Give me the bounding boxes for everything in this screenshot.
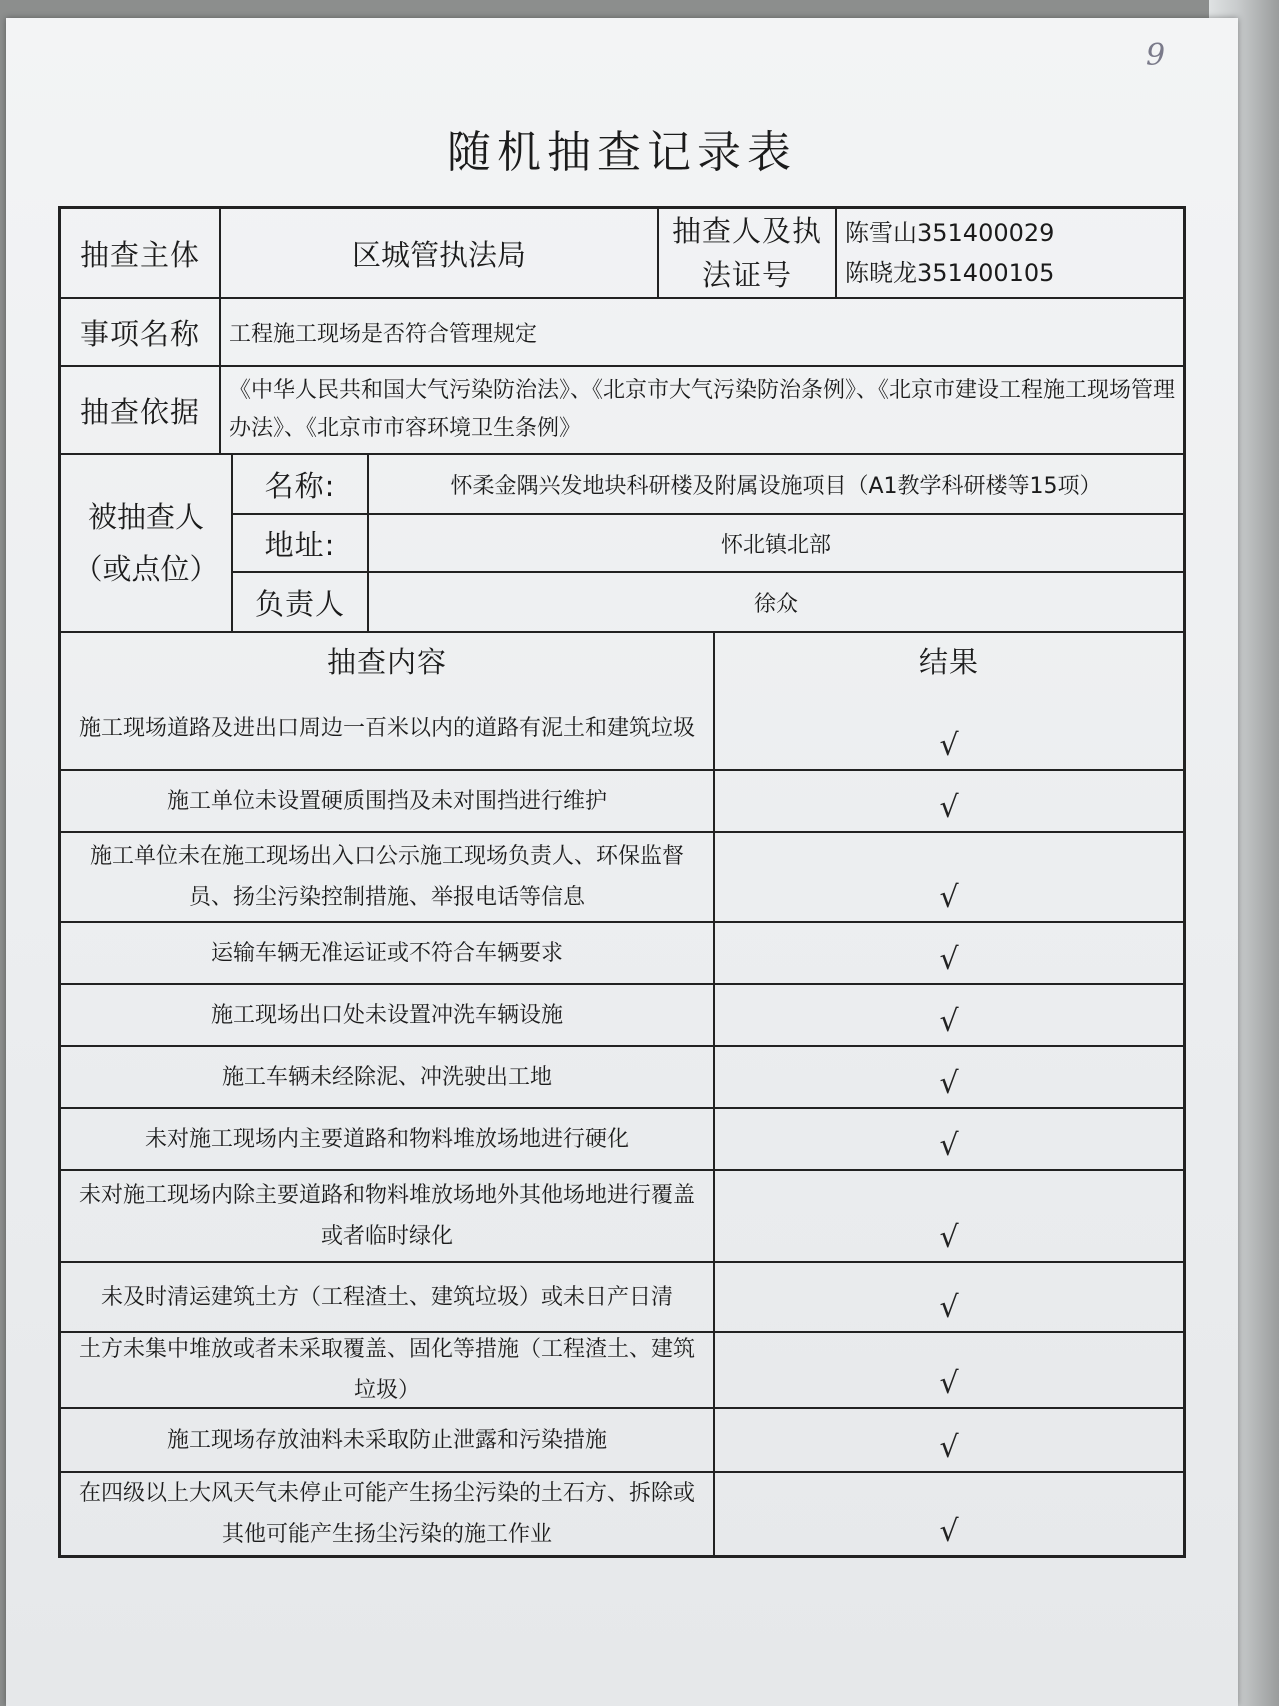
checklist-row — [61, 921, 1183, 983]
content-header: 抽查内容 — [326, 644, 447, 679]
checklist-row — [61, 1407, 1183, 1471]
checklist-rows — [61, 687, 1183, 1555]
checklist-result-checkmark: √ — [713, 833, 1183, 921]
checklist-content: 未对施工现场内主要道路和物料堆放场地进行硬化 — [144, 1126, 629, 1152]
page-number: 9 — [1146, 38, 1166, 73]
inspector-1: 陈雪山351400029 — [845, 219, 1055, 247]
subject-label: 抽查主体 — [79, 237, 200, 272]
inspected-address-row — [233, 513, 1183, 571]
basis-row — [61, 365, 1183, 453]
form-paper — [6, 18, 1238, 1706]
checklist-content: 施工现场道路及进出口周边一百米以内的道路有泥土和建筑垃圾 — [78, 715, 695, 741]
checklist-result-checkmark: √ — [713, 985, 1183, 1045]
checklist-row — [61, 1471, 1183, 1555]
checklist-content: 施工现场出口处未设置冲洗车辆设施 — [210, 1002, 563, 1028]
basis-value: 《中华人民共和国大气污染防治法》、《北京市大气污染防治条例》、《北京市建设工程施工现场管理办法》、《北京市市容环境卫生条例》 — [219, 367, 1183, 453]
inspected-name-value: 怀柔金隅兴发地块科研楼及附属设施项目（A1教学科研楼等15项） — [367, 455, 1183, 513]
inspector-label: 抽查人及执法证号 — [657, 209, 835, 297]
checklist-row — [61, 769, 1183, 831]
basis-label: 抽查依据 — [79, 394, 200, 429]
checklist-row — [61, 1107, 1183, 1169]
checklist-result-checkmark: √ — [713, 1263, 1183, 1331]
inspector-2: 陈晓龙351400105 — [845, 259, 1055, 287]
checklist-result-checkmark: √ — [713, 687, 1183, 769]
checklist-content: 未对施工现场内除主要道路和物料堆放场地外其他场地进行覆盖或者临时绿化 — [78, 1183, 695, 1249]
checklist-content: 施工车辆未经除泥、冲洗驶出工地 — [221, 1064, 552, 1090]
subject-row — [61, 209, 1183, 297]
inspected-person-label: 负责人 — [254, 586, 345, 621]
checklist-row — [61, 983, 1183, 1045]
inspected-person-row — [233, 571, 1183, 631]
checklist-result-checkmark: √ — [713, 771, 1183, 831]
checklist-row — [61, 1331, 1183, 1407]
checklist-result-checkmark: √ — [713, 923, 1183, 983]
checklist-row — [61, 1045, 1183, 1107]
item-row — [61, 297, 1183, 365]
checklist-result-checkmark: √ — [713, 1333, 1183, 1407]
checklist-result-checkmark: √ — [713, 1171, 1183, 1261]
checklist-content: 施工现场存放油料未采取防止泄露和污染措施 — [166, 1427, 607, 1453]
inspected-name-row — [233, 455, 1183, 513]
checklist-result-checkmark: √ — [713, 1409, 1183, 1471]
subject-value: 区城管执法局 — [219, 209, 657, 297]
inspected-fields — [233, 455, 1183, 631]
result-header: 结果 — [713, 633, 1183, 687]
checklist-header-row — [61, 631, 1183, 687]
checklist-row — [61, 831, 1183, 921]
inspector-list — [835, 209, 1183, 297]
inspected-name-label: 名称: — [264, 468, 336, 503]
item-value: 工程施工现场是否符合管理规定 — [219, 299, 1183, 365]
checklist-content: 未及时清运建筑土方（工程渣土、建筑垃圾）或未日产日清 — [100, 1284, 673, 1310]
checklist-content: 施工单位未在施工现场出入口公示施工现场负责人、环保监督员、扬尘污染控制措施、举报电话等信息 — [89, 844, 684, 910]
checklist-result-checkmark: √ — [713, 1473, 1183, 1555]
checklist-content: 在四级以上大风天气未停止可能产生扬尘污染的土石方、拆除或其他可能产生扬尘污染的施工作业 — [78, 1481, 695, 1547]
checklist-content: 运输车辆无准运证或不符合车辆要求 — [210, 940, 563, 966]
inspected-person-value: 徐众 — [367, 573, 1183, 631]
checklist-result-checkmark: √ — [713, 1047, 1183, 1107]
checklist-content: 土方未集中堆放或者未采取覆盖、固化等措施（工程渣土、建筑垃圾） — [78, 1337, 695, 1403]
checklist-row — [61, 1261, 1183, 1331]
checklist-row — [61, 687, 1183, 769]
inspected-address-value: 怀北镇北部 — [367, 515, 1183, 571]
checklist-content: 施工单位未设置硬质围挡及未对围挡进行维护 — [166, 788, 607, 814]
checklist-row — [61, 1169, 1183, 1261]
form-title: 随机抽查记录表 — [447, 127, 797, 178]
inspection-form-table — [58, 206, 1186, 1558]
checklist-result-checkmark: √ — [713, 1109, 1183, 1169]
inspected-label: 被抽查人（或点位） — [61, 455, 233, 631]
inspected-address-label: 地址: — [264, 527, 336, 562]
inspected-party-block — [61, 453, 1183, 631]
item-label: 事项名称 — [79, 316, 200, 351]
